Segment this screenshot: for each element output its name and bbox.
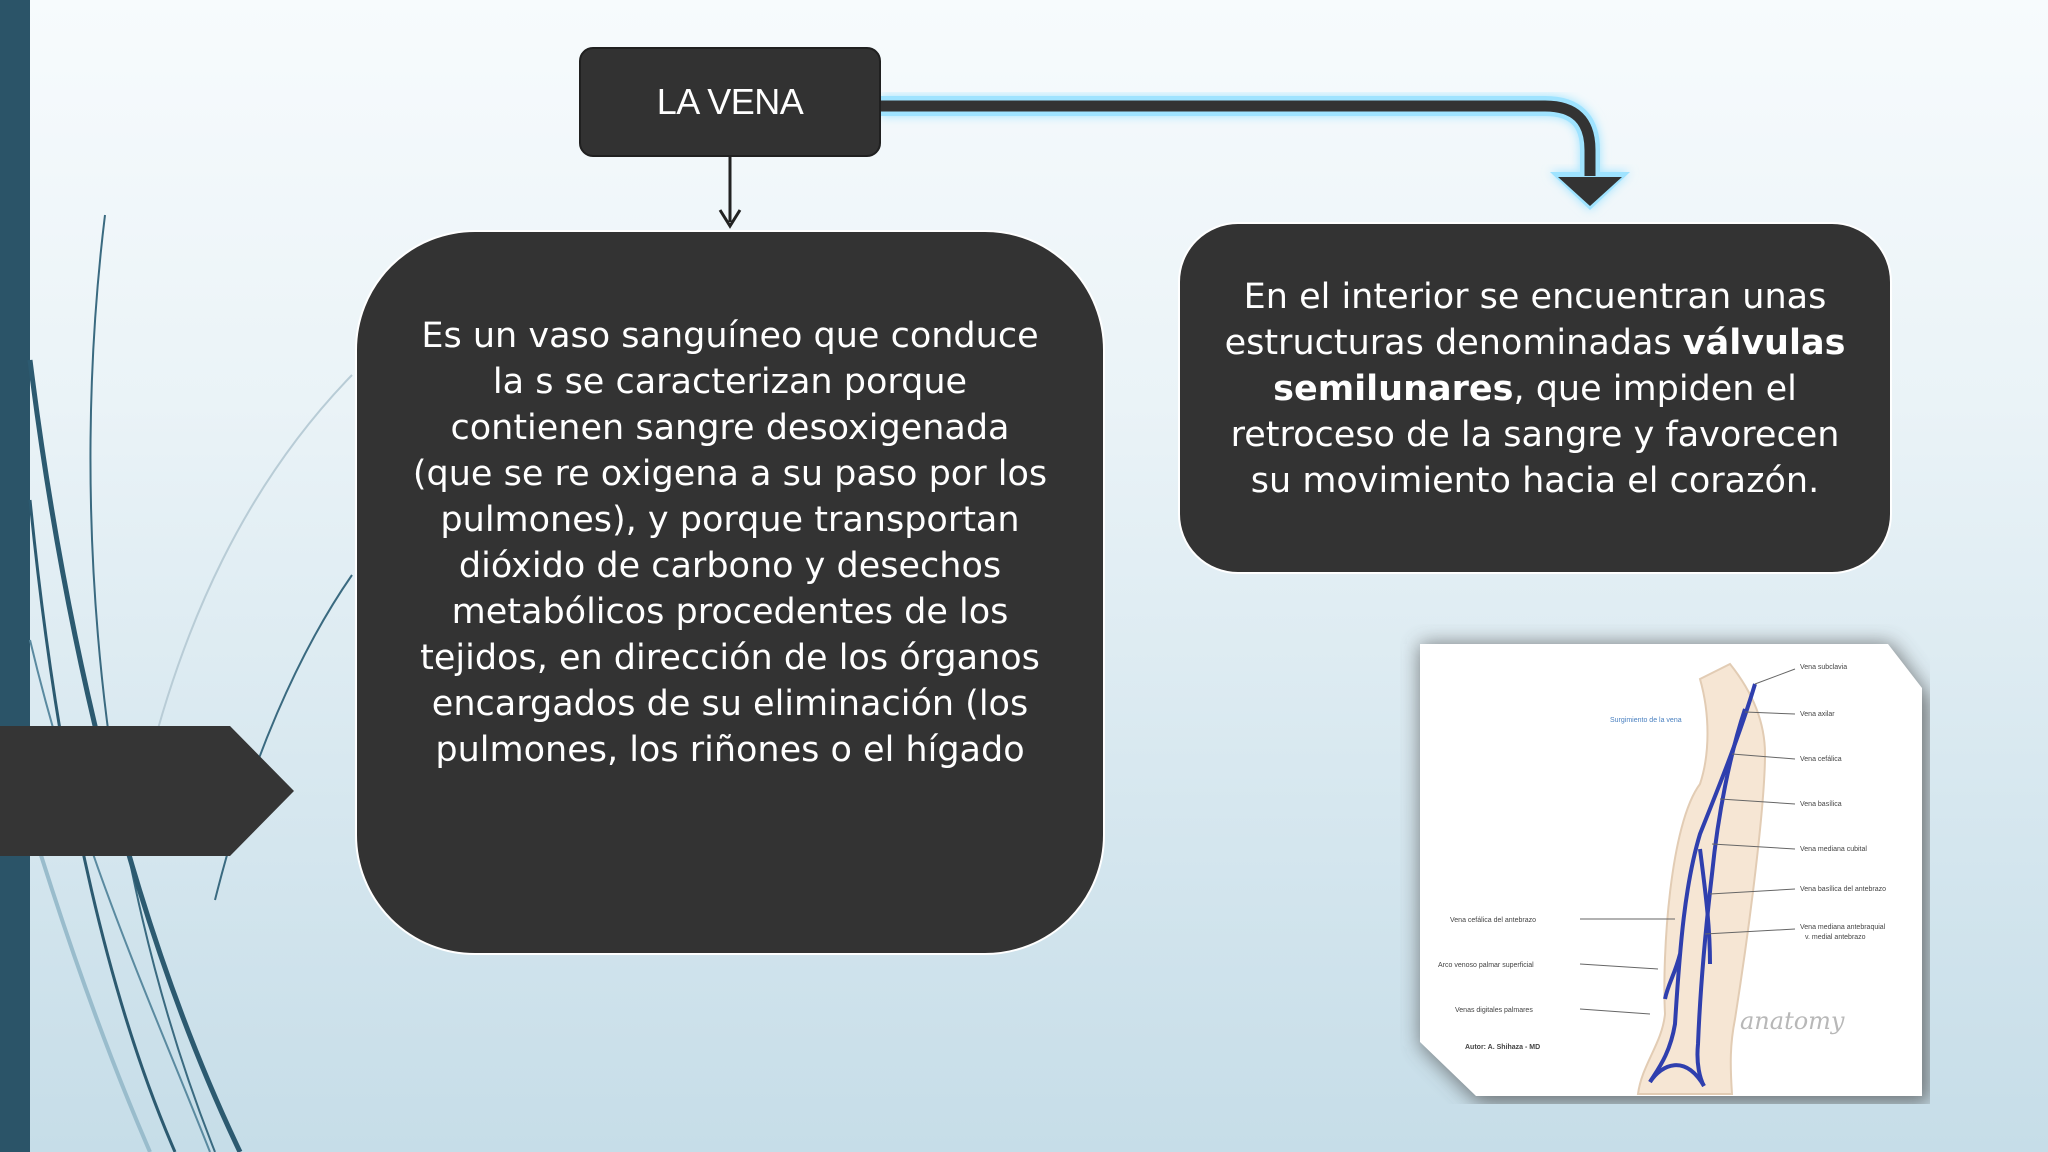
- label-right-7: Vena mediana antebraquial: [1800, 924, 1886, 931]
- valves-text-bold: válvulas semilunares: [1273, 323, 1846, 409]
- label-right-6: Vena basílica del antebrazo: [1800, 886, 1887, 893]
- definition-text: Es un vaso sanguíneo que conduce la s se caracterizan porque contienen sangre desoxigenada (que se re oxigena a su paso por los pulmones), y porque transportan dióxido de carbono y desechos metabólicos procedentes de los tejidos, en dirección de los órganos encargados de su eliminación (los pulmones, los riñones o el hígado: [412, 315, 1048, 770]
- title-text: LA VENA: [656, 81, 804, 122]
- label-right-3: Vena cefálica: [1800, 756, 1842, 763]
- anatomy-watermark: anatomy: [1740, 1007, 1845, 1035]
- label-top: Surgimiento de la vena: [1610, 717, 1682, 724]
- right-bent-arrow: [881, 106, 1630, 210]
- label-right-4: Vena basílica: [1800, 801, 1842, 808]
- down-arrow: [720, 157, 740, 226]
- label-right-8: v. medial antebrazo: [1805, 934, 1866, 941]
- label-right-2: Vena axilar: [1800, 711, 1835, 718]
- definition-box: [355, 230, 1105, 955]
- label-left-3: Venas digitales palmares: [1455, 1007, 1533, 1014]
- arm-veins-illustration: [1400, 624, 1930, 1104]
- title-box: [579, 47, 881, 157]
- label-left-1: Vena cefálica del antebrazo: [1450, 917, 1537, 924]
- image-credit: Autor: A. Shihaza - MD: [1465, 1044, 1541, 1051]
- valves-box: [1178, 222, 1892, 574]
- valves-text-part2: , que impiden el retroceso de la sangre y favorecen su movimiento hacia el corazón.: [1230, 369, 1840, 501]
- label-left-2: Arco venoso palmar superficial: [1438, 962, 1534, 969]
- label-right-1: Vena subclavia: [1800, 664, 1848, 671]
- valves-text-part1: En el interior se encuentran unas estructuras denominadas: [1224, 277, 1827, 363]
- label-right-5: Vena mediana cubital: [1800, 846, 1867, 853]
